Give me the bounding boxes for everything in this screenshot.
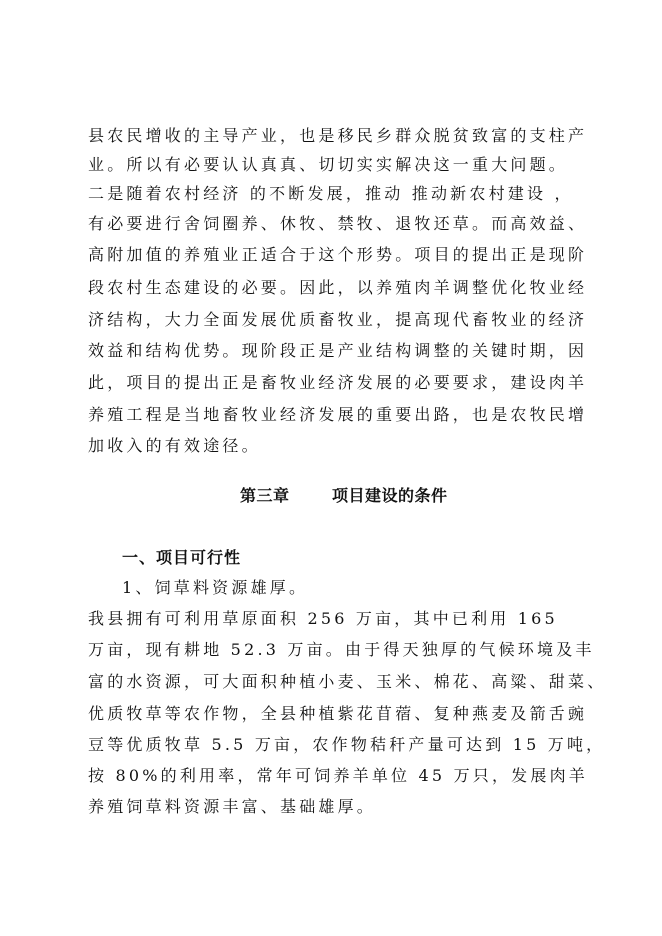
subsection-heading: 1、饲草料资源雄厚。	[122, 578, 309, 597]
paragraph-line: 我县拥有可利用草原面积 256 万亩，其中已利用 165	[88, 609, 558, 628]
paragraph-line: 济结构，大力全面发展优质畜牧业，提高现代畜牧业的经济	[88, 310, 588, 329]
paragraph-line: 优质牧草等农作物，全县种植紫花苜蓿、复种燕麦及箭舌豌	[88, 704, 588, 723]
paragraph-line: 效益和结构优势。现阶段正是产业结构调整的关键时期，因	[88, 341, 588, 360]
paragraph-line: 万亩，现有耕地 52.3 万亩。由于得天独厚的气候环境及丰	[88, 640, 595, 659]
chapter-number: 第三章	[240, 486, 290, 505]
paragraph-line: 富的水资源，可大面积种植小麦、玉米、棉花、高粱、甜菜、	[88, 672, 607, 691]
paragraph-line: 养殖工程是当地畜牧业经济发展的重要出路，也是农牧民增	[88, 405, 588, 424]
paragraph-line: 业。所以有必要认认真真、切切实实解决这一重大问题。	[88, 155, 569, 174]
section-heading: 一、项目可行性	[122, 548, 242, 567]
paragraph-line: 二是随着农村经济 的不断发展，推动 推动新农村建设 ，	[88, 184, 574, 203]
chapter-title: 项目建设的条件	[332, 486, 448, 505]
paragraph-line: 此，项目的提出正是畜牧业经济发展的必要要求，建设肉羊	[88, 373, 588, 392]
paragraph-line: 县农民增收的主导产业，也是移民乡群众脱贫致富的支柱产	[88, 126, 588, 145]
paragraph-line: 高附加值的养殖业正适合于这个形势。项目的提出正是现阶	[88, 245, 588, 264]
paragraph-line: 加收入的有效途径。	[88, 436, 261, 455]
paragraph-line: 有必要进行舍饲圈养、休牧、禁牧、退牧还草。而高效益、	[88, 214, 588, 233]
paragraph-line: 按 80%的利用率，常年可饲养羊单位 45 万只，发展肉羊	[88, 766, 588, 785]
paragraph-line: 豆等优质牧草 5.5 万亩，农作物秸秆产量可达到 15 万吨，	[88, 735, 606, 754]
paragraph-line: 段农村生态建设的必要。因此，以养殖肉羊调整优化牧业经	[88, 278, 588, 297]
paragraph-line: 养殖饲草料资源丰富、基础雄厚。	[88, 797, 377, 816]
